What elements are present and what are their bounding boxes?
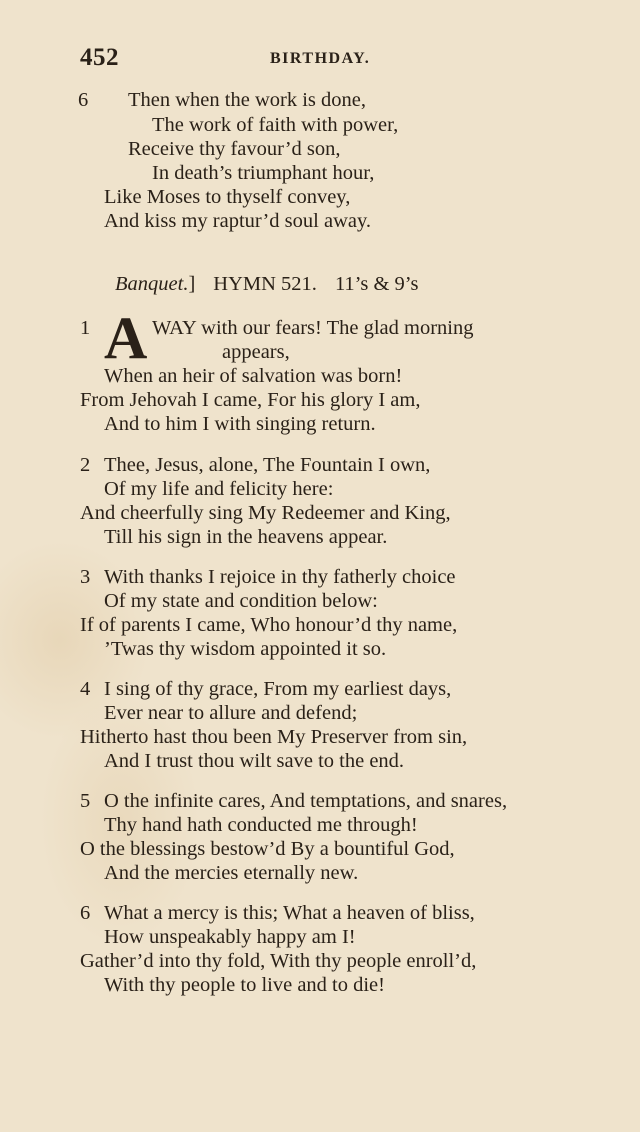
verse-line: WAY with our fears! The glad morning	[152, 317, 474, 339]
verse-line: appears,	[222, 341, 290, 363]
verse-line: From Jehovah I came, For his glory I am,	[80, 389, 421, 411]
verse-line: Of my state and condition below:	[104, 590, 378, 612]
verse-line: And to him I with singing return.	[104, 413, 376, 435]
tune-bracket: ]	[188, 273, 196, 295]
verse-line: Thee, Jesus, alone, The Fountain I own,	[104, 454, 431, 476]
hymn-meter: 11’s & 9’s	[334, 273, 419, 295]
stanza-number: 1	[80, 317, 91, 339]
verse-line: ’Twas thy wisdom appointed it so.	[104, 638, 387, 660]
verse-line: With thanks I rejoice in thy fatherly choice	[104, 566, 456, 588]
verse-line: O the infinite cares, And temptations, and snares,	[104, 790, 508, 812]
verse-line: Of my life and felicity here:	[104, 478, 334, 500]
drop-cap: A	[104, 305, 148, 371]
verse-line: With thy people to live and to die!	[104, 974, 385, 996]
stanza-number: 3	[80, 566, 91, 588]
page-number: 452	[80, 44, 119, 71]
verse-line: When an heir of salvation was born!	[104, 365, 403, 387]
verse-line: Ever near to allure and defend;	[104, 702, 358, 724]
verse-line: Like Moses to thyself convey,	[104, 186, 351, 208]
verse-line: Till his sign in the heavens appear.	[104, 526, 388, 548]
hymn-title: HYMN 521.	[213, 273, 317, 295]
verse-line: In death’s triumphant hour,	[152, 162, 375, 184]
verse-line: How unspeakably happy am I!	[104, 926, 356, 948]
verse-line: The work of faith with power,	[152, 114, 399, 136]
verse-line: And kiss my raptur’d soul away.	[104, 210, 372, 232]
verse-line: If of parents I came, Who honour’d thy name,	[80, 614, 458, 636]
stanza-number: 4	[80, 678, 91, 700]
verse-line: And I trust thou wilt save to the end.	[104, 750, 405, 772]
verse-line: I sing of thy grace, From my earliest days,	[104, 678, 452, 700]
page-header	[80, 44, 600, 74]
verse-line: Thy hand hath conducted me through!	[104, 814, 418, 836]
verse-line: Then when the work is done,	[128, 89, 366, 111]
verse-line: And the mercies eternally new.	[104, 862, 359, 884]
verse-line: Receive thy favour’d son,	[128, 138, 341, 160]
hymn-heading	[115, 272, 418, 296]
verse-line: What a mercy is this; What a heaven of bliss,	[104, 902, 475, 924]
stanza-number: 2	[80, 454, 91, 476]
stanza-number: 6	[78, 89, 89, 111]
stanza-number: 6	[80, 902, 91, 924]
tune-name: Banquet.	[115, 273, 189, 295]
verse-line: And cheerfully sing My Redeemer and King,	[80, 502, 451, 524]
verse-line: Gather’d into thy fold, With thy people enroll’d,	[80, 950, 477, 972]
verse-line: O the blessings bestow’d By a bountiful God,	[80, 838, 455, 860]
stanza-number: 5	[80, 790, 91, 812]
running-head: BIRTHDAY.	[270, 50, 371, 67]
verse-line: Hitherto hast thou been My Preserver from sin,	[80, 726, 468, 748]
